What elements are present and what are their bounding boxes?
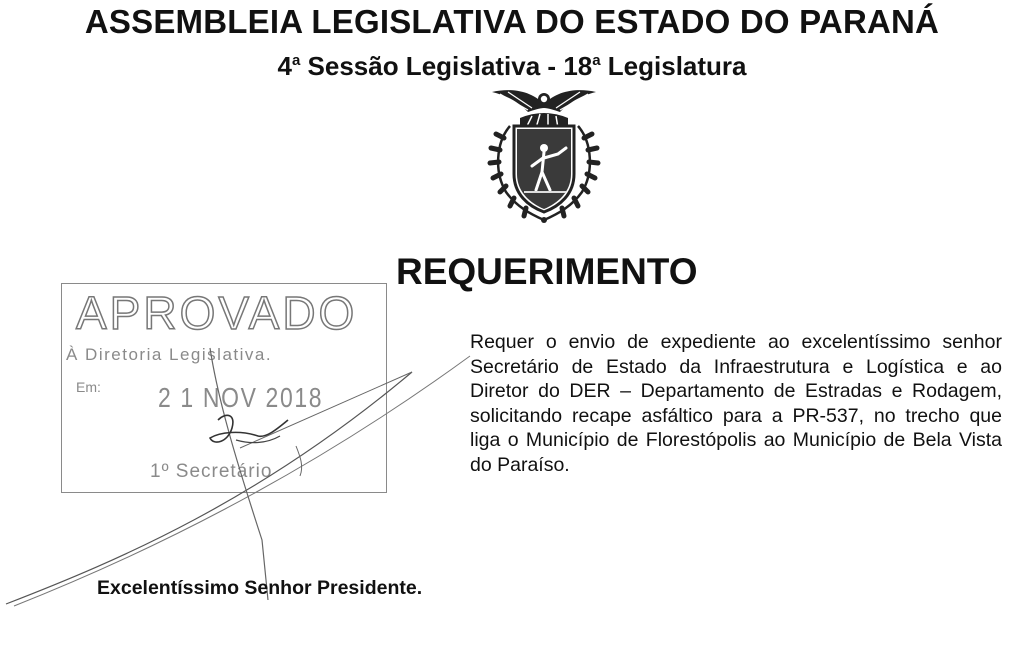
stamp-destination: À Diretoria Legislativa. [66, 345, 273, 364]
document-type-heading: REQUERIMENTO [396, 251, 698, 292]
salutation: Excelentíssimo Senhor Presidente. [97, 577, 423, 599]
stamp-date-label: Em: [76, 379, 101, 395]
request-body: Requer o envio de expediente ao excelentíssimo senhor Secretário de Estado da Infraestrutura e Logística e ao Diretor do DER – Departamento de Estradas e Rodagem, solicitando recape asfáltico para a PR-537, no trecho que liga o Município de Florestópolis ao Município de Bela Vista do Paraíso. [470, 331, 1002, 476]
session-text: Sessão Legislativa - [300, 51, 564, 81]
parana-coat-of-arms-icon [470, 82, 618, 230]
legislature-text: Legislatura [600, 51, 747, 81]
session-ordinal: 4 [277, 51, 292, 81]
legislature-ordinal-suffix: a [592, 52, 601, 69]
legislature-ordinal: 18 [563, 51, 593, 81]
session-ordinal-suffix: a [291, 52, 301, 69]
approval-stamp [61, 283, 387, 493]
stamp-role: 1º Secretário [150, 461, 273, 482]
session-subtitle [0, 45, 1024, 82]
stamp-date: 2 1 NOV 2018 [158, 382, 324, 413]
stamp-date-label-text: Em [76, 379, 97, 395]
stamp-title: APROVADO [76, 287, 358, 339]
assembly-title: ASSEMBLEIA LEGISLATIVA DO ESTADO DO PARANÁ [84, 3, 940, 40]
